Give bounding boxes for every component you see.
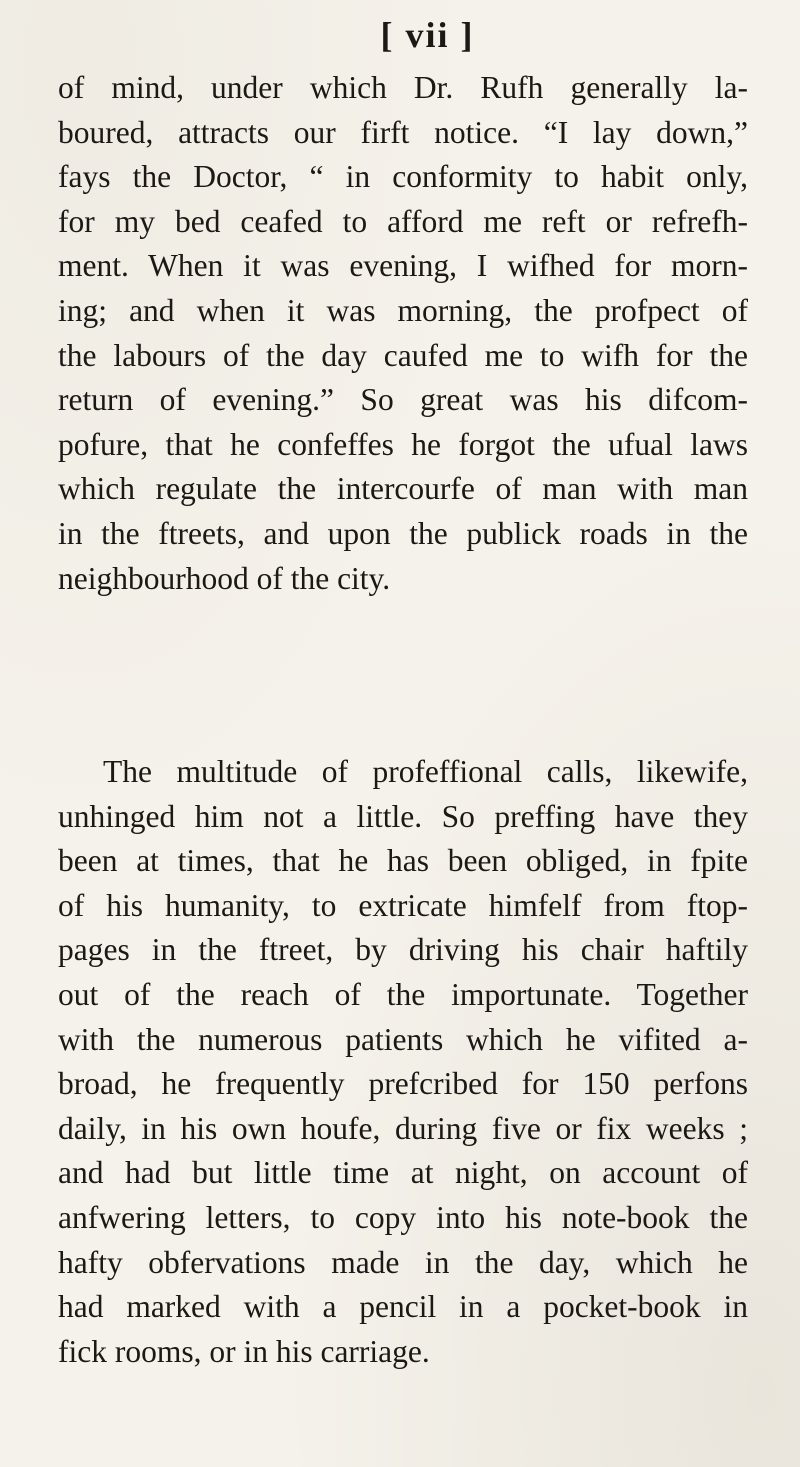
text-line: daily, in his own houfe, during five or fix weeks ;	[58, 1110, 748, 1146]
text-line: pages in the ftreet, by driving his chair haftily	[58, 932, 748, 968]
text-line: in the ftreets, and upon the publick roads in the	[58, 515, 748, 551]
text-line: return of evening.” So great was his difcom-	[58, 382, 748, 418]
running-head	[0, 14, 800, 56]
text-line: and had but little time at night, on account of	[58, 1155, 748, 1191]
text-line: out of the reach of the importunate. Together	[58, 976, 748, 1012]
page-number: [ vii ]	[380, 15, 475, 55]
text-line: The multitude of profeffional calls, likewife,	[103, 754, 748, 789]
text-line: fays the Doctor, “ in conformity to habit only,	[58, 159, 748, 195]
text-line: of mind, under which Dr. Rufh generally la-	[58, 70, 748, 105]
text-line: of his humanity, to extricate himfelf from ftop-	[58, 887, 748, 923]
text-line: broad, he frequently prefcribed for 150 perfons	[58, 1066, 748, 1102]
text-line: anfwering letters, to copy into his note-book the	[58, 1199, 748, 1235]
text-line: with the numerous patients which he vifited a-	[58, 1021, 748, 1057]
text-line: unhinged him not a little. So preffing have they	[58, 798, 748, 834]
text-line: for my bed ceafed to afford me reft or refrefh-	[58, 203, 748, 239]
text-line: hafty obfervations made in the day, which he	[58, 1244, 748, 1280]
text-line: ment. When it was evening, I wifhed for morn-	[58, 248, 748, 284]
text-line: boured, attracts our firft notice. “I lay down,”	[58, 114, 748, 150]
text-line: the labours of the day caufed me to wifh for the	[58, 337, 748, 373]
text-line: been at times, that he has been obliged, in fpite	[58, 843, 748, 879]
text-line: which regulate the intercourfe of man with man	[58, 471, 748, 507]
text-line: pofure, that he confeffes he forgot the ufual laws	[58, 426, 748, 462]
paragraph	[58, 66, 748, 601]
paragraph	[58, 750, 748, 1374]
text-line: neighbourhood of the city.	[58, 560, 391, 596]
text-line: fick rooms, or in his carriage.	[58, 1333, 430, 1369]
text-line: had marked with a pencil in a pocket-book in	[58, 1289, 748, 1325]
text-line: ing; and when it was morning, the profpect of	[58, 292, 748, 328]
